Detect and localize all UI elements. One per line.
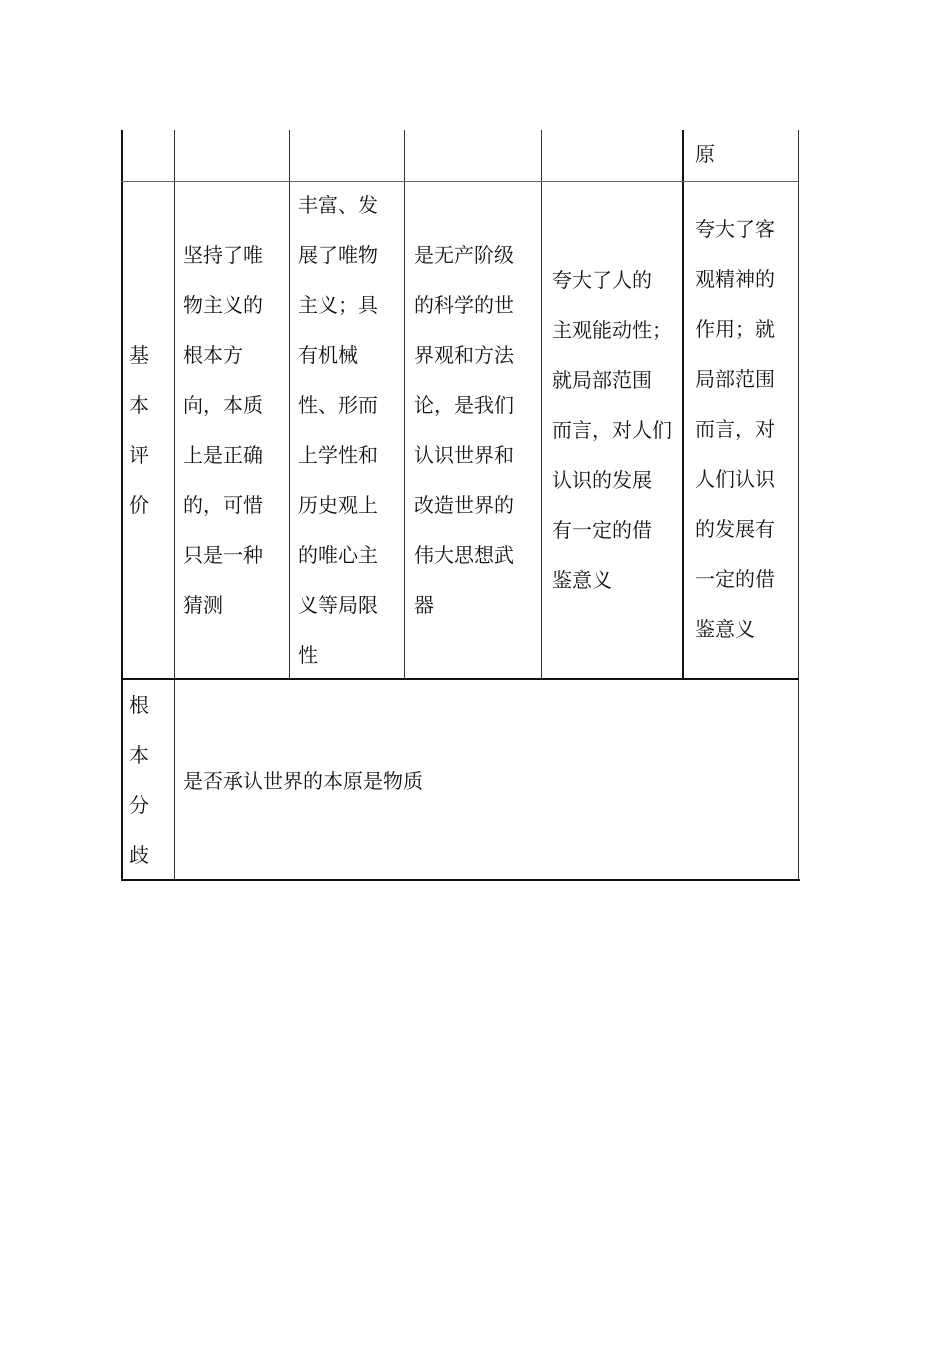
evaluation-row-col6: 夸大了客 观精神的 作用；就 局部范围 而言，对 人们认识 的发展有 一定的借 鉴意义	[695, 217, 775, 641]
col-divider-2	[289, 130, 290, 680]
table-right-border	[798, 130, 799, 881]
evaluation-row-col3: 丰富、发 展了唯物 主义；具 有机械 性、形而 上学性和 历史观上 的唯心主 义等局限 性	[298, 193, 378, 667]
col-divider-3	[404, 130, 405, 680]
evaluation-row-header: 基 本 评 价	[129, 343, 149, 517]
col-divider-5	[682, 130, 684, 680]
row-divider-middle	[121, 678, 799, 680]
evaluation-row-col5: 夸大了人的 主观能动性； 就局部范围 而言，对人们 认识的发展 有一定的借 鉴意义	[552, 268, 672, 592]
evaluation-row-col4: 是无产阶级 的科学的世 界观和方法 论，是我们 认识世界和 改造世界的 伟大思想武 器	[414, 243, 514, 617]
col-divider-1	[174, 130, 175, 881]
evaluation-row-col2: 坚持了唯 物主义的 根本方 向，本质 上是正确 的，可惜 只是一种 猜测	[183, 243, 263, 617]
table-bottom-border	[121, 879, 800, 881]
table-left-border	[121, 130, 123, 881]
col-divider-4	[541, 130, 542, 680]
row-divider-top	[121, 181, 799, 182]
divergence-row-content: 是否承认世界的本原是物质	[183, 769, 423, 793]
divergence-row-header: 根 本 分 歧	[129, 693, 149, 867]
top-row-col6-text: 原	[695, 142, 715, 166]
